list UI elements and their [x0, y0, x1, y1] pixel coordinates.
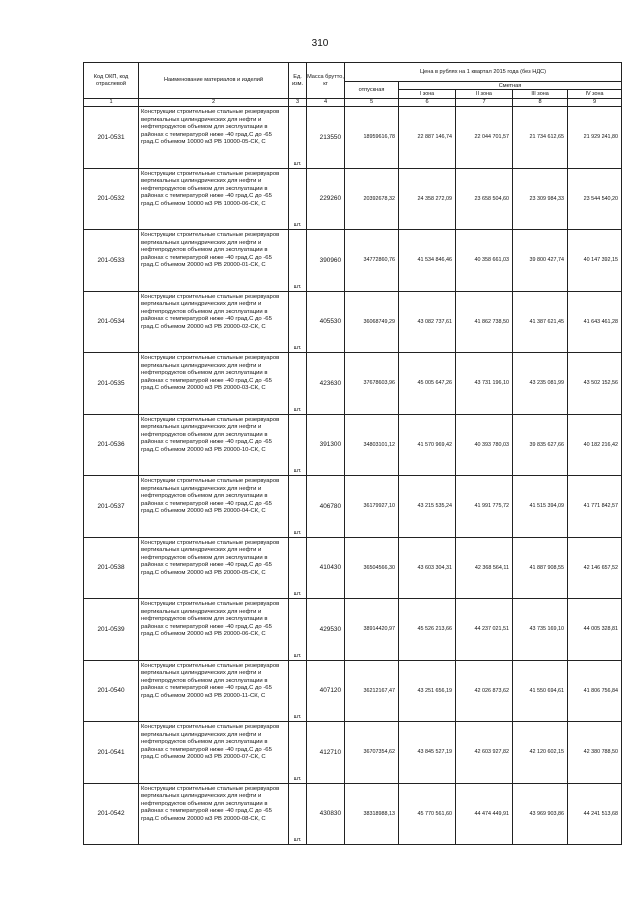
price-zone-4: 42 380 788,50	[568, 722, 622, 784]
item-mass: 410430	[307, 537, 345, 599]
item-code: 201-0536	[84, 414, 139, 476]
column-number: 3	[289, 99, 307, 107]
price-zone-4: 40 147 392,15	[568, 230, 622, 292]
price-zone-2: 42 026 873,62	[456, 660, 513, 722]
price-zone-1: 43 603 304,31	[399, 537, 456, 599]
price-zone-3: 41 387 621,45	[513, 291, 568, 353]
table-row	[84, 660, 622, 722]
column-number: 5	[345, 99, 399, 107]
price-table	[83, 62, 622, 845]
header-mass: Масса брутто, кг	[307, 63, 345, 99]
item-mass: 229260	[307, 168, 345, 230]
item-unit: шт.	[289, 168, 307, 230]
item-mass: 391300	[307, 414, 345, 476]
header-release: отпускная	[345, 82, 399, 99]
item-mass: 213550	[307, 107, 345, 169]
price-zone-2: 42 368 564,11	[456, 537, 513, 599]
price-zone-3: 39 800 427,74	[513, 230, 568, 292]
column-number: 6	[399, 99, 456, 107]
price-release: 36212167,47	[345, 660, 399, 722]
column-number: 4	[307, 99, 345, 107]
price-zone-2: 40 393 780,03	[456, 414, 513, 476]
price-zone-2: 41 991 775,72	[456, 476, 513, 538]
item-code: 201-0537	[84, 476, 139, 538]
item-name: Конструкции строительные стальные резервуаров вертикальных цилиндрических для нефти и нефтепродуктов объемом для эксплуатации в районах с температурой ниже -40 град.С до -65 град.С объемом 20000 м3 РВ 20000-11-СК, С	[139, 660, 289, 722]
item-code: 201-0531	[84, 107, 139, 169]
table-row	[84, 476, 622, 538]
price-zone-1: 24 358 272,09	[399, 168, 456, 230]
item-unit: шт.	[289, 291, 307, 353]
price-zone-4: 44 241 513,68	[568, 783, 622, 845]
item-name: Конструкции строительные стальные резервуаров вертикальных цилиндрических для нефти и нефтепродуктов объемом для эксплуатации в районах с температурой ниже -40 град.С до -65 град.С объемом 20000 м3 РВ 20000-03-СК, С	[139, 353, 289, 415]
price-zone-3: 43 235 081,99	[513, 353, 568, 415]
table-row	[84, 414, 622, 476]
column-number: 2	[139, 99, 289, 107]
price-zone-4: 41 771 842,57	[568, 476, 622, 538]
item-mass: 407120	[307, 660, 345, 722]
price-zone-4: 42 146 657,52	[568, 537, 622, 599]
item-name: Конструкции строительные стальные резервуаров вертикальных цилиндрических для нефти и нефтепродуктов объемом для эксплуатации в районах с температурой ниже -40 град.С до -65 град.С объемом 20000 м3 РВ 20000-04-СК, С	[139, 476, 289, 538]
price-release: 36504566,30	[345, 537, 399, 599]
table-row	[84, 599, 622, 661]
price-zone-3: 42 120 602,15	[513, 722, 568, 784]
price-zone-2: 22 044 701,57	[456, 107, 513, 169]
item-name: Конструкции строительные стальные резервуаров вертикальных цилиндрических для нефти и нефтепродуктов объемом для эксплуатации в районах с температурой ниже -40 град.С до -65 град.С объемом 10000 м3 РВ 10000-05-СК, С	[139, 107, 289, 169]
price-zone-3: 43 735 169,10	[513, 599, 568, 661]
price-zone-2: 43 731 196,10	[456, 353, 513, 415]
price-zone-3: 41 887 908,55	[513, 537, 568, 599]
item-code: 201-0539	[84, 599, 139, 661]
item-name: Конструкции строительные стальные резервуаров вертикальных цилиндрических для нефти и нефтепродуктов объемом для эксплуатации в районах с температурой ниже -40 град.С до -65 град.С объемом 20000 м3 РВ 20000-06-СК, С	[139, 599, 289, 661]
table-row	[84, 168, 622, 230]
item-name: Конструкции строительные стальные резервуаров вертикальных цилиндрических для нефти и нефтепродуктов объемом для эксплуатации в районах с температурой ниже -40 град.С до -65 град.С объемом 20000 м3 РВ 20000-07-СК, С	[139, 722, 289, 784]
price-release: 34772860,76	[345, 230, 399, 292]
price-release: 38318988,13	[345, 783, 399, 845]
price-release: 18959616,78	[345, 107, 399, 169]
price-zone-1: 45 526 213,66	[399, 599, 456, 661]
price-zone-3: 43 969 903,86	[513, 783, 568, 845]
header-code: Код ОКП, код отраслевой	[84, 63, 139, 99]
item-name: Конструкции строительные стальные резервуаров вертикальных цилиндрических для нефти и нефтепродуктов объемом для эксплуатации в районах с температурой ниже -40 град.С до -65 град.С объемом 20000 м3 РВ 20000-02-СК, С	[139, 291, 289, 353]
price-zone-2: 41 862 738,50	[456, 291, 513, 353]
item-mass: 412710	[307, 722, 345, 784]
column-number: 8	[513, 99, 568, 107]
price-zone-4: 41 806 756,84	[568, 660, 622, 722]
item-unit: шт.	[289, 414, 307, 476]
price-zone-1: 43 215 535,24	[399, 476, 456, 538]
item-unit: шт.	[289, 660, 307, 722]
table-row	[84, 537, 622, 599]
item-unit: шт.	[289, 537, 307, 599]
item-code: 201-0535	[84, 353, 139, 415]
price-zone-2: 40 358 661,03	[456, 230, 513, 292]
price-zone-3: 21 734 612,65	[513, 107, 568, 169]
price-release: 34803101,12	[345, 414, 399, 476]
table-row	[84, 722, 622, 784]
price-zone-3: 41 515 394,09	[513, 476, 568, 538]
column-number: 1	[84, 99, 139, 107]
price-zone-3: 23 309 984,33	[513, 168, 568, 230]
item-unit: шт.	[289, 783, 307, 845]
item-code: 201-0532	[84, 168, 139, 230]
price-zone-3: 39 835 627,66	[513, 414, 568, 476]
price-zone-2: 23 658 504,60	[456, 168, 513, 230]
item-name: Конструкции строительные стальные резервуаров вертикальных цилиндрических для нефти и нефтепродуктов объемом для эксплуатации в районах с температурой ниже -40 град.С до -65 град.С объемом 20000 м3 РВ 20000-08-СК, С	[139, 783, 289, 845]
table-row	[84, 783, 622, 845]
header-price-title: Цена в рублях на 1 квартал 2015 года (без НДС)	[345, 63, 622, 82]
header-unit: Ед. изм.	[289, 63, 307, 99]
item-code: 201-0534	[84, 291, 139, 353]
price-zone-4: 43 502 152,56	[568, 353, 622, 415]
header-zone-1: I зона	[399, 90, 456, 99]
table-row	[84, 107, 622, 169]
price-zone-4: 23 544 540,20	[568, 168, 622, 230]
item-unit: шт.	[289, 722, 307, 784]
price-release: 36068749,29	[345, 291, 399, 353]
price-release: 36707354,62	[345, 722, 399, 784]
price-zone-1: 45 005 647,26	[399, 353, 456, 415]
item-code: 201-0538	[84, 537, 139, 599]
price-zone-1: 22 887 146,74	[399, 107, 456, 169]
item-code: 201-0533	[84, 230, 139, 292]
item-mass: 390960	[307, 230, 345, 292]
item-unit: шт.	[289, 353, 307, 415]
item-code: 201-0541	[84, 722, 139, 784]
price-zone-2: 44 474 449,91	[456, 783, 513, 845]
price-zone-4: 44 005 328,81	[568, 599, 622, 661]
column-number: 9	[568, 99, 622, 107]
column-number: 7	[456, 99, 513, 107]
price-zone-3: 41 550 694,61	[513, 660, 568, 722]
column-number-row	[84, 99, 622, 107]
price-zone-4: 41 643 461,28	[568, 291, 622, 353]
table-row	[84, 353, 622, 415]
page-number: 310	[311, 38, 329, 49]
price-zone-1: 43 082 737,61	[399, 291, 456, 353]
price-zone-1: 41 534 846,46	[399, 230, 456, 292]
header-zone-2: II зона	[456, 90, 513, 99]
table-row	[84, 291, 622, 353]
item-mass: 423630	[307, 353, 345, 415]
price-zone-1: 45 770 561,60	[399, 783, 456, 845]
item-code: 201-0540	[84, 660, 139, 722]
price-zone-4: 40 182 216,42	[568, 414, 622, 476]
item-mass: 406780	[307, 476, 345, 538]
item-mass: 430830	[307, 783, 345, 845]
price-release: 36179927,10	[345, 476, 399, 538]
price-zone-1: 41 570 969,42	[399, 414, 456, 476]
table-row	[84, 230, 622, 292]
price-release: 38914420,97	[345, 599, 399, 661]
price-zone-1: 43 251 656,19	[399, 660, 456, 722]
header-name: Наименование материалов и изделий	[139, 63, 289, 99]
item-unit: шт.	[289, 599, 307, 661]
price-zone-1: 43 845 527,19	[399, 722, 456, 784]
header-zone-4: IV зона	[568, 90, 622, 99]
price-zone-2: 44 237 021,51	[456, 599, 513, 661]
item-mass: 405530	[307, 291, 345, 353]
item-code: 201-0542	[84, 783, 139, 845]
header-estimate: Сметная	[399, 82, 622, 90]
price-release: 37678603,96	[345, 353, 399, 415]
price-release: 20392678,32	[345, 168, 399, 230]
item-mass: 429530	[307, 599, 345, 661]
header-zone-3: III зона	[513, 90, 568, 99]
item-name: Конструкции строительные стальные резервуаров вертикальных цилиндрических для нефти и нефтепродуктов объемом для эксплуатации в районах с температурой ниже -40 град.С до -65 град.С объемом 20000 м3 РВ 20000-10-СК, С	[139, 414, 289, 476]
price-zone-4: 21 929 241,80	[568, 107, 622, 169]
item-name: Конструкции строительные стальные резервуаров вертикальных цилиндрических для нефти и нефтепродуктов объемом для эксплуатации в районах с температурой ниже -40 град.С до -65 град.С объемом 20000 м3 РВ 20000-05-СК, С	[139, 537, 289, 599]
item-unit: шт.	[289, 107, 307, 169]
price-zone-2: 42 603 927,82	[456, 722, 513, 784]
item-name: Конструкции строительные стальные резервуаров вертикальных цилиндрических для нефти и нефтепродуктов объемом для эксплуатации в районах с температурой ниже -40 град.С до -65 град.С объемом 10000 м3 РВ 10000-06-СК, С	[139, 168, 289, 230]
item-unit: шт.	[289, 476, 307, 538]
item-name: Конструкции строительные стальные резервуаров вертикальных цилиндрических для нефти и нефтепродуктов объемом для эксплуатации в районах с температурой ниже -40 град.С до -65 град.С объемом 20000 м3 РВ 20000-01-СК, С	[139, 230, 289, 292]
item-unit: шт.	[289, 230, 307, 292]
